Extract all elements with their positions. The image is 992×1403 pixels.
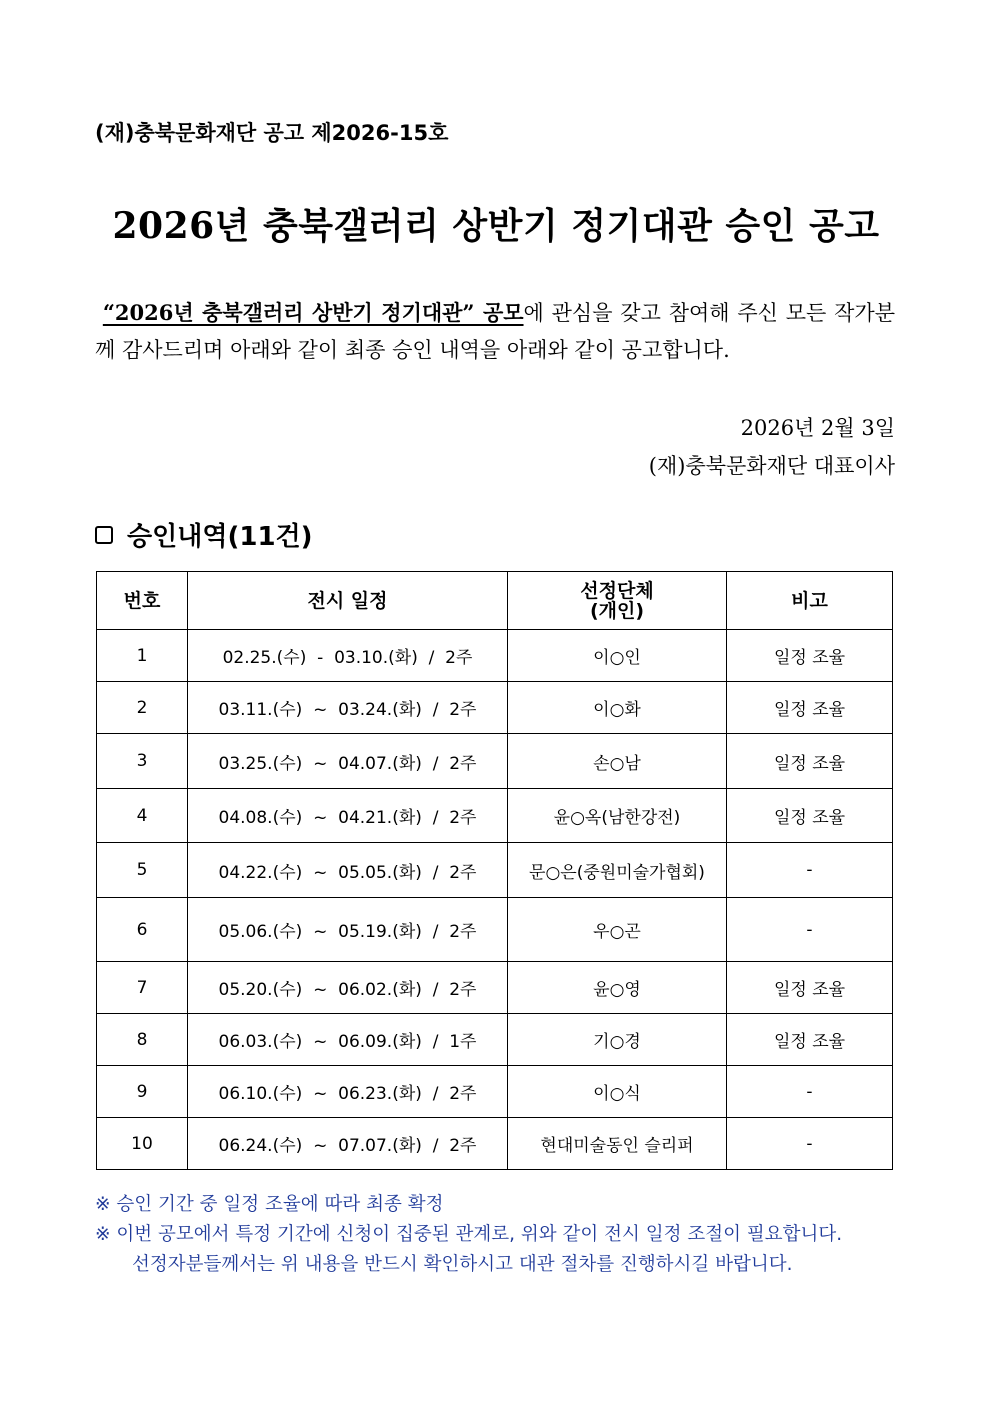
header-group-line1: 선정단체 (580, 579, 654, 602)
row-group: 이○화 (508, 682, 727, 734)
row-group: 이○식 (508, 1066, 727, 1118)
footnote-1: ※ 승인 기간 중 일정 조율에 따라 최종 확정 (95, 1194, 444, 1215)
intro-body: 에 관심을 갖고 참여해 주신 모든 작가분께 감사드리며 아래와 같이 최종 승인 내역을 아래와 같이 공고합니다. (95, 301, 895, 362)
row-note: 일정 조율 (727, 1014, 893, 1066)
issue-date: 2026년 2월 3일 (740, 416, 895, 440)
row-note: 일정 조율 (727, 962, 893, 1014)
header-number: 번호 (97, 572, 188, 630)
footnotes (95, 1190, 915, 1280)
row-number: 7 (97, 962, 188, 1014)
footnote-3: 선정자분들께서는 위 내용을 반드시 확인하시고 대관 절차를 진행하시길 바랍니다. (132, 1254, 793, 1275)
checkbox-icon (95, 526, 113, 544)
row-schedule: 02.25.(수) - 03.10.(화) / 2주 (188, 630, 508, 682)
row-number: 4 (97, 789, 188, 843)
row-schedule: 05.06.(수) ~ 05.19.(화) / 2주 (188, 898, 508, 962)
table-row (97, 682, 893, 734)
row-schedule: 03.25.(수) ~ 04.07.(화) / 2주 (188, 734, 508, 789)
row-schedule: 03.11.(수) ~ 03.24.(화) / 2주 (188, 682, 508, 734)
row-group: 윤○영 (508, 962, 727, 1014)
row-group: 이○인 (508, 630, 727, 682)
header-note: 비고 (727, 572, 893, 630)
row-group: 손○남 (508, 734, 727, 789)
row-number: 3 (97, 734, 188, 789)
page-title: 2026년 충북갤러리 상반기 정기대관 승인 공고 (112, 205, 880, 247)
row-number: 9 (97, 1066, 188, 1118)
row-note: - (727, 1066, 893, 1118)
table-row (97, 843, 893, 898)
row-schedule: 06.10.(수) ~ 06.23.(화) / 2주 (188, 1066, 508, 1118)
row-note: 일정 조율 (727, 789, 893, 843)
row-group: 기○경 (508, 1014, 727, 1066)
row-note: 일정 조율 (727, 630, 893, 682)
notice-number: (재)충북문화재단 공고 제2026-15호 (95, 121, 449, 145)
table-row (97, 962, 893, 1014)
row-group: 윤○옥(남한강전) (508, 789, 727, 843)
issuer-signature: (재)충북문화재단 대표이사 (648, 454, 895, 478)
row-number: 2 (97, 682, 188, 734)
table-row (97, 1118, 893, 1170)
intro-paragraph (95, 294, 895, 369)
row-schedule: 05.20.(수) ~ 06.02.(화) / 2주 (188, 962, 508, 1014)
row-group: 우○곤 (508, 898, 727, 962)
table-row (97, 734, 893, 789)
row-schedule: 04.22.(수) ~ 05.05.(화) / 2주 (188, 843, 508, 898)
row-number: 10 (97, 1118, 188, 1170)
row-note: - (727, 898, 893, 962)
table-row (97, 1066, 893, 1118)
row-note: 일정 조율 (727, 682, 893, 734)
row-note: 일정 조율 (727, 734, 893, 789)
row-group: 현대미술동인 슬리퍼 (508, 1118, 727, 1170)
section-heading-text: 승인내역(11건) (127, 522, 313, 552)
table-row (97, 630, 893, 682)
header-schedule: 전시 일정 (188, 572, 508, 630)
header-group (508, 572, 727, 630)
table-row (97, 789, 893, 843)
row-note: - (727, 1118, 893, 1170)
row-number: 8 (97, 1014, 188, 1066)
intro-quote: “2026년 충북갤러리 상반기 정기대관” 공모 (102, 300, 524, 325)
table-header-row (97, 572, 893, 630)
row-number: 5 (97, 843, 188, 898)
footnote-2: ※ 이번 공모에서 특정 기간에 신청이 집중된 관계로, 위와 같이 전시 일정 조절이 필요합니다. (95, 1224, 843, 1245)
section-heading (95, 516, 313, 553)
row-number: 1 (97, 630, 188, 682)
row-schedule: 06.03.(수) ~ 06.09.(화) / 1주 (188, 1014, 508, 1066)
row-schedule: 06.24.(수) ~ 07.07.(화) / 2주 (188, 1118, 508, 1170)
row-note: - (727, 843, 893, 898)
row-number: 6 (97, 898, 188, 962)
approval-table (96, 571, 893, 1170)
row-schedule: 04.08.(수) ~ 04.21.(화) / 2주 (188, 789, 508, 843)
table-row (97, 1014, 893, 1066)
header-group-line2: (개인) (589, 599, 645, 622)
row-group: 문○은(중원미술가협회) (508, 843, 727, 898)
table-row (97, 898, 893, 962)
